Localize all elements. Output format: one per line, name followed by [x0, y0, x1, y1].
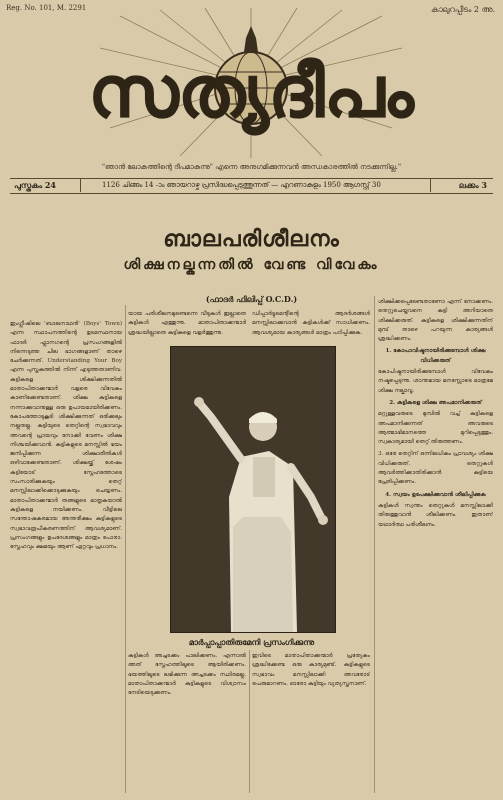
col4-heading-3: 4. സ്വയം ഉപേക്ഷിക്കുവാൻ ശീലിപ്പിക്കുക	[385, 491, 486, 498]
pope-photo	[170, 346, 336, 633]
issue-number: ലക്കം 3	[458, 180, 487, 190]
article-column-2-top: യായ പരിശീലനമുണ്ടെന്നെ വീടുകൾ ഇല്ലാതെ കുട്ടികൾ എത്തുന്നു. മാതാപിതാക്കന്മാർ ശ്രദ്ധയില്ലാതെ കുട്ടികളെ വളർത്തുന്നു.	[128, 311, 246, 336]
article-author: (ഫാദർ ഫിലിപ്പ് O.C.D.)	[205, 294, 298, 304]
masthead-tagline: "ഞാൻ ലോകത്തിന്റെ ദീപമാകുന്നു" എന്നെ അനുഗമിക്കുന്നവൻ അന്ധകാരത്തിൽ നടക്കുന്നില്ല."	[101, 163, 402, 171]
divider	[430, 179, 431, 192]
article-column-3-top: ഡിപ്പാർട്ടുമെന്റിന്റെ ആദർശങ്ങൾ മനസ്സിലാക്കുവാൻ കുട്ടികൾക്ക് സാധിക്കണം. ആവശ്യമായ കാര്യങ്ങൾ മാത്രം പഠിപ്പിക്കുക.	[252, 311, 370, 336]
date-line: 1126 ചിങ്ങം 14 -ാം ഞായറാഴ്ച പ്രസിദ്ധപ്പെടുത്തുന്നത് — എറണാകുളം 1950 ആഗസ്റ്റ് 30	[102, 181, 381, 189]
article-title: ബാലപരിശീലനം	[163, 226, 340, 252]
col4-heading-2: 2. കുട്ടികളെ ശിക്ഷ അപമാനിക്കരുത്	[389, 399, 482, 406]
registration-number: Reg. No. 101, M. 2291	[6, 4, 87, 12]
issue-info-bar	[10, 178, 493, 194]
price-label: കാലുറപ്പീടം 2 അ.	[430, 5, 495, 14]
article-column-2-bottom: കുട്ടികൾ അച്ചടക്കം പാലിക്കണം. എന്നാൽ അത് സ്നേഹത്തിലൂടെ ആയിരിക്കണം. ഭയത്തിലൂടെ ലഭിക്കുന്ന അച്ചടക്കം സ്ഥിരമല്ല. മാതാപിതാക്കന്മാർ കുട്ടികളുടെ വിശ്വാസം നേടിയെടുക്കണം.	[128, 653, 246, 697]
col4-heading-1: 1. കോപാവിഷ്ടനായിരിക്കുമ്പോൾ ശിക്ഷ വിധിക്കരുത്	[385, 348, 486, 364]
masthead-title: സത്യദീപം	[88, 50, 414, 133]
article-column-1: ഇംഗ്ലീഷിലെ 'ബാലനാഥൻ' (Boys' Town) എന്ന സ്ഥാപനത്തിന്റെ ഉടമസ്ഥനായ ഫാദർ ഫ്ലാനഗന്റെ പ്രസംഗങ്ങളിൽ നിന്നെടുത്ത ചില ഭാഗങ്ങളാണ് താഴെ ചേർക്കുന്നത്. Understanding Your Boy എന്ന പുസ്തകത്തിൽ നിന്ന് എടുത്തതാണിവ. കുട്ടികളെ ശിക്ഷിക്കുന്നതിൽ മാതാപിതാക്കന്മാർ വളരെ വിവേകം കാണിക്കേണ്ടതാണ്. ശിക്ഷ കുട്ടികളെ നന്നാക്കുവാനുള്ള ഒരു ഉപായമായിരിക്കണം. കോപത്തോടുകൂടി ശിക്ഷിക്കുന്നത് ഒരിക്കലും നല്ലതല്ല. കുട്ടിയുടെ തെറ്റിന്റെ സ്വഭാവവും അവന്റെ പ്രായവും നോക്കി വേണം ശിക്ഷ നിശ്ചയിക്കുവാൻ. കുട്ടികളുടെ മനസ്സിൽ ഭയം ജനിപ്പിക്കുന്ന ശിക്ഷാരീതികൾ ഒഴിവാക്കേണ്ടതാണ്. ശിക്ഷയ്ക്ക് ശേഷം കുട്ടിയോട് സ്നേഹത്തോടെ സംസാരിക്കുകയും തെറ്റ് മനസ്സിലാക്കിക്കൊടുക്കുകയും ചെയ്യണം. മാതാപിതാക്കന്മാർ തങ്ങളുടെ മാതൃകയാൽ കുട്ടികളെ നയിക്കണം. വീട്ടിലെ സന്തോഷകരമായ അന്തരീക്ഷം കുട്ടികളുടെ സ്വഭാവരൂപീകരണത്തിന് ആവശ്യമാണ്. പ്രസംഗങ്ങളും ഉപദേശങ്ങളും മാത്രം പോരാ. സ്നേഹവും ക്ഷമയും ആണ് ഏറ്റവും പ്രധാനം.	[10, 321, 122, 551]
col4-para-3: 3. ഒരേ തെറ്റിന് ഒന്നിലധികം പ്രാവശ്യം ശിക്ഷ വിധിക്കരുത്. തെറ്റുകൾ ആവർത്തിക്കാതിരിക്കാൻ കുട്ടിയെ പ്രേരിപ്പിക്കണം.	[378, 451, 493, 486]
col4-para-4: കുട്ടികൾ സ്വന്തം തെറ്റുകൾ മനസ്സിലാക്കി തിരുത്തുവാൻ ശീലിക്കണം. ഇതാണ് യഥാർത്ഥ പരിശീലനം.	[378, 502, 493, 528]
column-rule	[125, 305, 126, 793]
col4-para-1: കോപിഷ്ഠനായിരിക്കുമ്പോൾ വിവേകം നഷ്ടപ്പെടുന്നു. ശാന്തമായ മനസ്സോടെ മാത്രമേ ശിക്ഷ നല്കാവൂ.	[378, 369, 493, 394]
photo-caption: മാർപ്പാപ്പാതിരുമേനി പ്രസംഗിക്കുന്നു	[188, 637, 315, 647]
masthead-logo	[0, 8, 503, 158]
divider	[80, 179, 81, 192]
lamp-flame-icon	[244, 26, 258, 52]
column-rule	[374, 296, 375, 793]
column-rule	[249, 650, 250, 793]
article-column-4	[378, 298, 493, 793]
col4-intro: ശിക്ഷിക്കപ്പെടേണ്ടതാണോ എന്ന് നോക്കണം. തെറ്റുചെയ്തവനെ കുട്ടി അറിയാതെ ശിക്ഷിക്കരുത്. കുട്ടികളെ ശിക്ഷിക്കുന്നതിന് മുമ്പ് താഴെ പറയുന്ന കാര്യങ്ങൾ ശ്രദ്ധിക്കണം.	[378, 299, 493, 343]
col4-para-2: മറ്റുള്ളവരുടെ മുമ്പിൽ വച്ച് കുട്ടികളെ അപമാനിക്കുന്നത് അവരുടെ ആത്മാഭിമാനത്തെ മുറിപ്പെടുത്തും. സ്വകാര്യമായി തെറ്റ് തിരുത്തണം.	[378, 411, 493, 446]
article-subtitle: ശിക്ഷനല്കുന്നതിൽ വേണ്ട വിവേകം	[123, 257, 380, 273]
volume-label: പുസ്തകം 24	[14, 180, 56, 190]
article-column-3-bottom: ഇവിടെ മാതാപിതാക്കന്മാർ പ്രത്യേകം ശ്രദ്ധിക്കേണ്ട ഒരു കാര്യമുണ്ട്. കുട്ടികളുടെ സ്വഭാവം മനസ്സിലാക്കി അവരോട് പെരുമാറണം. ഓരോ കുട്ടിയും വ്യത്യസ്തനാണ്.	[252, 653, 370, 687]
